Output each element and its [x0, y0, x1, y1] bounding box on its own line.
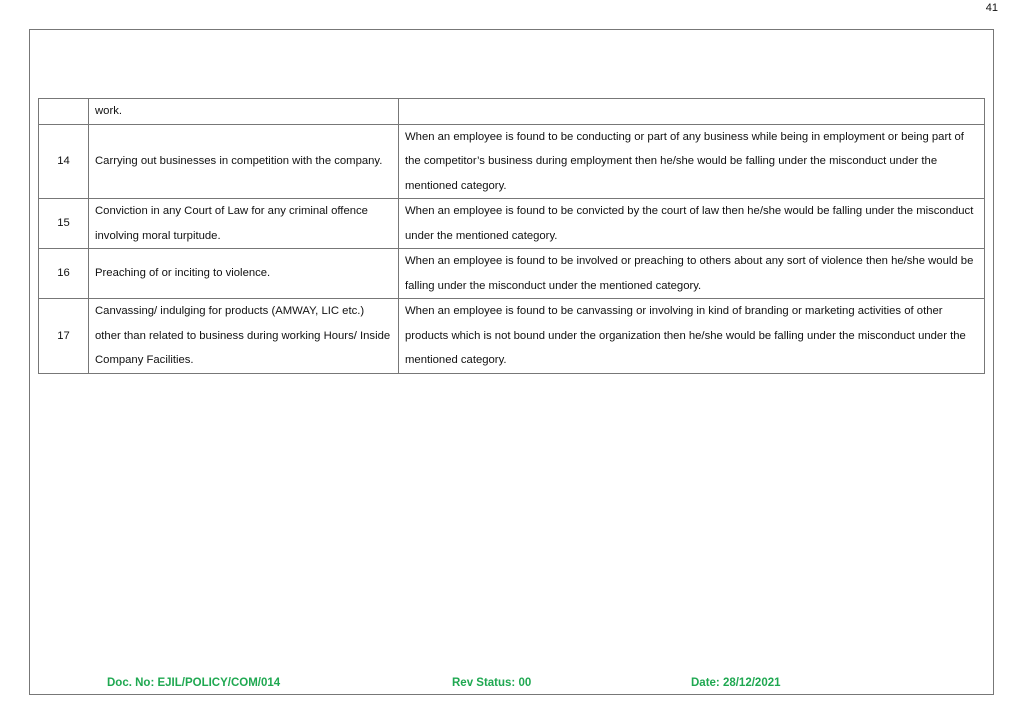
- table-row: [39, 99, 985, 125]
- description-cell: [399, 99, 985, 125]
- offence-cell: Preaching of or inciting to violence.: [89, 249, 399, 299]
- description-cell: When an employee is found to be conducting or part of any business while being in employment or being part of the competitor’s business during employment then he/she would be falling under the misconduct under the mentioned category.: [399, 124, 985, 199]
- row-number: 15: [39, 199, 89, 249]
- offence-cell: Carrying out businesses in competition with the company.: [89, 124, 399, 199]
- row-number: 14: [39, 124, 89, 199]
- description-cell: When an employee is found to be involved or preaching to others about any sort of violence then he/she would be falling under the misconduct under the mentioned category.: [399, 249, 985, 299]
- offence-cell: Conviction in any Court of Law for any criminal offence involving moral turpitude.: [89, 199, 399, 249]
- misconduct-table: [38, 98, 985, 374]
- offence-cell: Canvassing/ indulging for products (AMWAY, LIC etc.) other than related to business during working Hours/ Inside Company Facilities.: [89, 299, 399, 374]
- footer-rev-status: Rev Status: 00: [452, 677, 532, 689]
- row-number: 17: [39, 299, 89, 374]
- offence-cell: work.: [89, 99, 399, 125]
- table-row: [39, 199, 985, 249]
- table-row: [39, 124, 985, 199]
- table-row: [39, 299, 985, 374]
- row-number: 16: [39, 249, 89, 299]
- page-number: 41: [985, 2, 998, 14]
- footer-doc-number: Doc. No: EJIL/POLICY/COM/014: [107, 677, 281, 689]
- description-cell: When an employee is found to be convicted by the court of law then he/she would be falling under the misconduct under the mentioned category.: [399, 199, 985, 249]
- table-row: [39, 249, 985, 299]
- footer-date: Date: 28/12/2021: [691, 677, 781, 689]
- description-cell: When an employee is found to be canvassing or involving in kind of branding or marketing activities of other products which is not bound under the organization then he/she would be falling under the misconduct under the mentioned category.: [399, 299, 985, 374]
- row-number: [39, 99, 89, 125]
